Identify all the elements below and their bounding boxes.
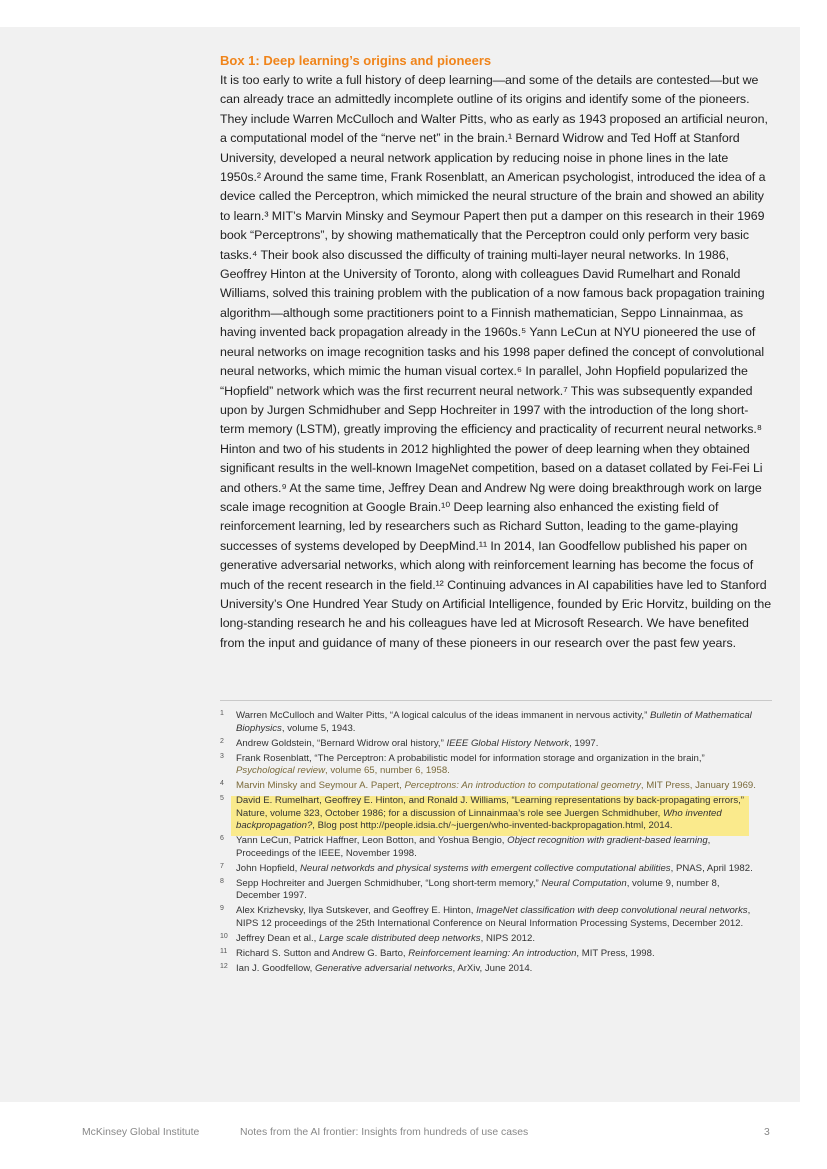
footnote-11: 11 Richard S. Sutton and Andrew G. Barto, Reinforcement learning: An introduction, MIT Press, 1998. [220, 948, 655, 959]
footnote-8: 8 Sepp Hochreiter and Juergen Schmidhuber, “Long short-term memory,” Neural Computation, volume 9, number 8, December 1997. [220, 877, 720, 902]
footnote-3: 3 Frank Rosenblatt, “The Perceptron: A probabilistic model for information storage and organization in the brain,” Psychological review, volume 65, number 6, 1958. [220, 752, 705, 777]
box-body-text: It is too early to write a full history of deep learning—and some of the details are contested—but we can already trace an admittedly incomplete outline of its origins and identify some of the pioneers. They include Warren McCulloch and Walter Pitts, who as early as 1943 proposed an artificial neuron, a computational model of the “nerve net” in the brain.¹ Bernard Widrow and Ted Hoff at Stanford University, developed a neural network application by reducing noise in phone lines in the late 1950s.² Around the same time, Frank Rosenblatt, an American psychologist, introduced the idea of a device called the Perceptron, which mimicked the neural structure of the brain and showed an ability to learn.³ MIT’s Marvin Minsky and Seymour Papert then put a damper on this research in their 1969 book “Perceptrons”, by showing mathematically that the Perceptron could only perform very basic tasks.⁴ Their book also discussed the difficulty of training multi-layer neural networks. In 1986, Geoffrey Hinton at the University of Toronto, along with colleagues David Rumelhart and Ronald Williams, solved this training problem with the publication of a now famous back propagation training algorithm—although some practitioners point to a Finnish mathematician, Seppo Linnainmaa, as having invented back propagation already in the 1960s.⁵ Yann LeCun at NYU pioneered the use of neural networks on image recognition tasks and his 1998 paper defined the concept of convolutional neural networks, which mimic the human visual cortex.⁶ In parallel, John Hopfield popularized the “Hopfield” network which was the first recurrent neural network.⁷ This was subsequently expanded upon by Jurgen Schmidhuber and Sepp Hochreiter in 1997 with the introduction of the long short-term memory (LSTM), greatly improving the efficiency and practicality of recurrent neural networks.⁸ Hinton and two of his students in 2012 highlighted the power of deep learning when they obtained significant results in the well-known ImageNet competition, based on a dataset collated by Fei-Fei Li and others.⁹ At the same time, Jeffrey Dean and Andrew Ng were doing breakthrough work on large scale image recognition at Google Brain.¹⁰ Deep learning also enhanced the existing field of reinforcement learning, led by researchers such as Richard Sutton, leading to the game-playing successes of systems developed by DeepMind.¹¹ In 2014, Ian Goodfellow published his paper on generative adversarial networks, which along with reinforcement learning has become the focus of much of the recent research in the field.¹² Continuing advances in AI capabilities have led to Stanford University’s One Hundred Year Study on Artificial Intelligence, founded by Eric Horvitz, building on the long-standing research he and his colleagues have led at Microsoft Research. We have benefited from the input and guidance of many of these pioneers in our research over the past few years. [220, 73, 772, 650]
footnote-6: 6 Yann LeCun, Patrick Haffner, Leon Botton, and Yoshua Bengio, Object recognition with gradient-based learning, Proceedings of the IEEE, November 1998. [220, 835, 711, 859]
footnote-divider [220, 700, 772, 701]
footer-page-number: 3 [764, 1127, 770, 1138]
footer-publisher: McKinsey Global Institute [82, 1127, 200, 1138]
box-content [220, 53, 772, 653]
footnote-9: 9 Alex Krizhevsky, Ilya Sutskever, and Geoffrey E. Hinton, ImageNet classification with deep convolutional neural networks, NIPS 12 proceedings of the 25th International Conference on Neural Information Processing Systems, December 2012. [220, 905, 751, 930]
box-title: Box 1: Deep learning’s origins and pioneers [220, 53, 492, 68]
footnote-2: 2 Andrew Goldstein, “Bernard Widrow oral history,” IEEE Global History Network, 1997. [220, 737, 599, 749]
footnote-5: 5 David E. Rumelhart, Geoffrey E. Hinton, and Ronald J. Williams, “Learning representations by back-propagating errors,” Nature, volume 323, October 1986; for a discussion of Linnainmaa’s role see Juergen Schmidhuber, Who invented backpropagation?, Blog post http://people.idsia.ch/~juergen/who-invented-backpropagation.html, 2014. [220, 795, 744, 832]
footnotes-list [220, 710, 760, 978]
footnote-12: 12 Ian J. Goodfellow, Generative adversarial networks, ArXiv, June 2014. [220, 962, 533, 974]
footnote-10: 10 Jeffrey Dean et al., Large scale distributed deep networks, NIPS 2012. [220, 933, 536, 945]
footer-document-title: Notes from the AI frontier: Insights from hundreds of use cases [240, 1127, 529, 1138]
footnote-1: 1 Warren McCulloch and Walter Pitts, “A logical calculus of the ideas immanent in nervous activity,” Bulletin of Mathematical Biophysics, volume 5, 1943. [220, 710, 752, 734]
footnote-7: 7 John Hopfield, Neural networkds and physical systems with emergent collective computational abilities, PNAS, April 1982. [220, 862, 753, 874]
footnote-4: 4 Marvin Minsky and Seymour A. Papert, Perceptrons: An introduction to computational geometry, MIT Press, January 1969. [220, 780, 756, 792]
